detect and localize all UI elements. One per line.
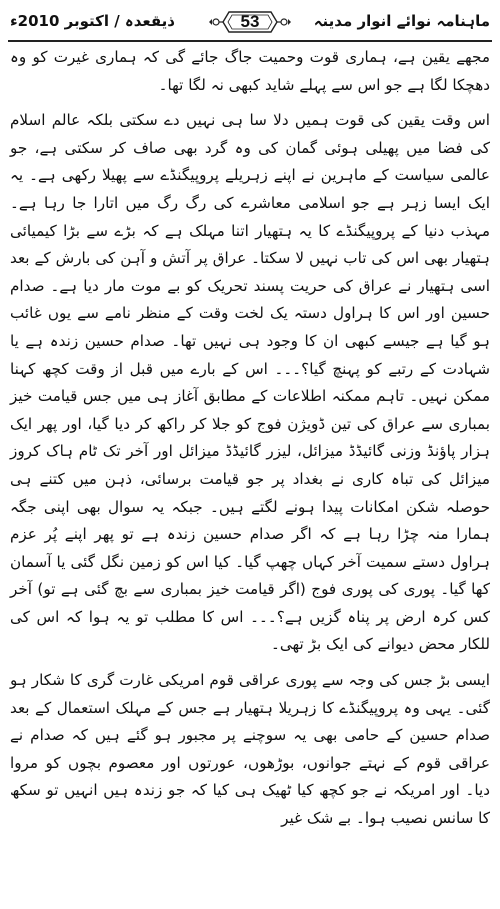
page-number-ornament [207,8,293,36]
paragraph: اس وقت یقین کی قوت ہمیں دلا سا ہی نہیں دے سکتی بلکہ عالم اسلام کی فضا میں پھیلی ہوئی گمان کی وہ گرد بھی صاف کر سکتی ہے، جو عالمی سیاست کے ماہرین نے اپنے زہریلے پروپیگنڈے سے پھیلا رکھی ہے۔ یہ ایک ایسا زہر ہے جو اسلامی معاشرے کی رگ رگ میں اتارا جا رہا ہے۔ مہذب دنیا کے پروپیگنڈے کا یہ ہتھیار اتنا مہلک ہے کہ بڑے سے بڑا کیمیائی ہتھیار بھی اس کی تاب نہیں لا سکتا۔ عراق پر آتش و آہن کی بارش کے بعد اسی ہتھیار نے عراق کی حریت پسند تحریک کو بے موت مار دیا ہے۔ صدام حسین اور اس کا ہراول دستہ یک لخت وقت کے منظر نامے سے یوں غائب ہو گیا ہے جیسے کبھی ان کا وجود ہی نہیں تھا۔ صدام حسین زندہ ہے یا شہادت کے رتبے کو پہنچ گیا؟۔۔۔ اس کے بارے میں قبل از وقت کچھ کہنا ممکن نہیں۔ تاہم ممکنہ اطلاعات کے مطابق آغاز ہی میں جس قیامت خیز بمباری سے عراق کی تین ڈویژن فوج کو جلا کر راکھ کر دیا گیا، اور پھر ایک ہزار پاؤنڈ وزنی گائیڈڈ میزائل، لیزر گائیڈڈ میزائل اور آخر تک ٹام ہاک کروز میزائل کی تباہ کاری نے بغداد پر جو قیامت برسائی، ذہن میں کتنے ہی حوصلہ شکن امکانات پیدا ہونے لگتے ہیں۔ جبکہ یہ سوال بھی اپنی جگہ ہمارا منہ چڑا رہا ہے کہ اگر صدام حسین زندہ ہے تو پھر اپنے پُر عزم ہراول دستے سمیت آخر کہاں چھپ گیا۔ کیا اس کو زمین نگل گئی یا آسمان کھا گیا۔ پوری کی پوری فوج (اگر قیامت خیز بمباری سے بچ گئی ہے تو) آخر کس کرہ ارض پر پناہ گزیں ہے؟۔۔۔ اس کا مطلب تو یہ ہوا کہ اس کی للکار محض دیوانے کی ایک بڑ تھی۔ [10,111,490,654]
page-number: 53 [240,12,260,31]
magazine-page [8,6,492,903]
paragraph: مجھے یقین ہے، ہماری قوت وحمیت جاگ جائے گی کہ ہماری غیرت کو وہ دھچکا لگا ہے جو اس سے پہلے شاید کبھی نہ لگا تھا۔ [10,48,490,94]
paragraph: ایسی بڑ جس کی وجہ سے پوری عراقی قوم امریکی غارت گری کا شکار ہو گئی۔ یہی وہ پروپیگنڈے کا زہریلا ہتھیار ہے جس کے مہلک استعمال کے بعد صدام حسین کے حامی بھی یہ سوچنے پر مجبور ہو گئے ہیں کہ صدام نے عراقی قوم کے نہتے جوانوں، بوڑھوں، عورتوں اور معصوم بچوں کو مروا دیا۔ اور امریکہ نے جو کچھ کیا ٹھیک ہی کیا کہ جو زندہ ہیں انہیں تو سکھ کا سانس نصیب ہوا۔ بے شک غیر [10,671,490,828]
magazine-title: ماہنامہ نوائے انوار مدینہ [313,12,490,30]
page-header [8,6,492,42]
article-body [8,42,492,833]
issue-date: ذیقعدہ / اکتوبر 2010ء [10,12,175,30]
